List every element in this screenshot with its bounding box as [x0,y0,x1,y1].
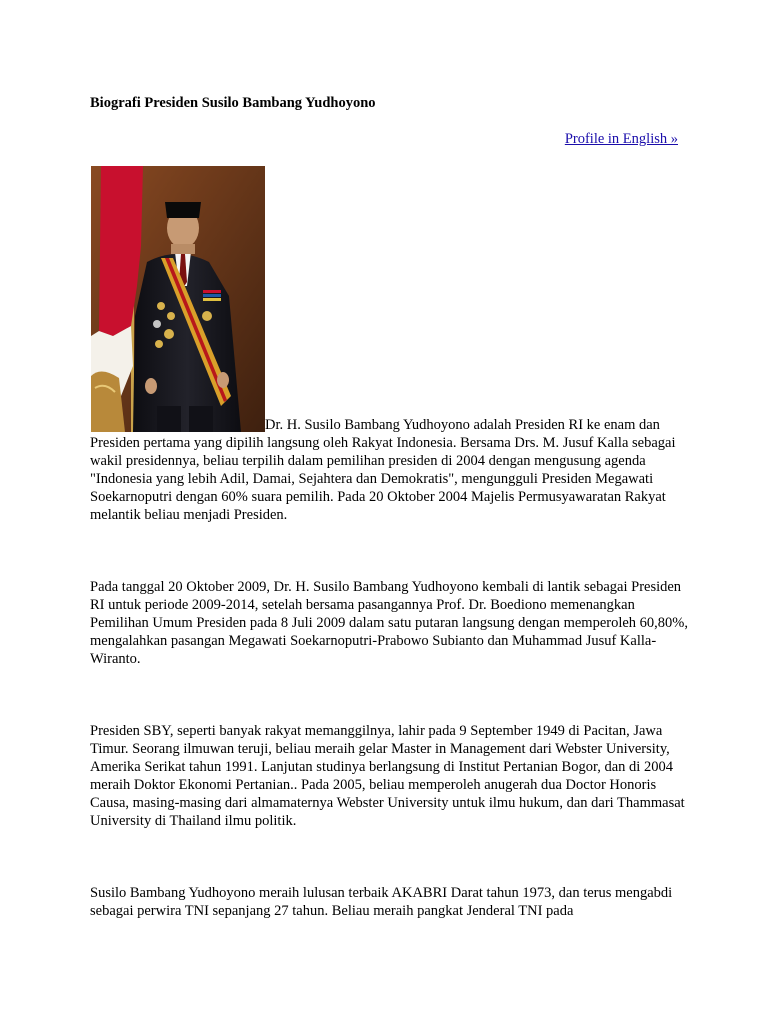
president-portrait [91,166,265,432]
paragraph-2: Pada tanggal 20 Oktober 2009, Dr. H. Susilo Bambang Yudhoyono kembali di lantik sebagai Presiden RI untuk periode 2009-2014, setelah bersama pasangannya Prof. Dr. Boediono memenangkan Pemilihan Umum Presiden pada 8 Juli 2009 dalam satu putaran langsung dengan memperoleh 60,80%, mengalahkan pasangan Megawati Soekarnoputri-Prabowo Subianto dan Muhammad Jusuf Kalla-Wiranto. [90,579,689,667]
page-title: Biografi Presiden Susilo Bambang Yudhoyono [90,95,376,111]
paragraph-3: Presiden SBY, seperti banyak rakyat memanggilnya, lahir pada 9 September 1949 di Pacitan, Jawa Timur. Seorang ilmuwan teruji, beliau meraih gelar Master in Management dari Webster University, Amerika Serikat tahun 1991. Lanjutan studinya berlangsung di Institut Pertanian Bogor, dan di 2004 meraih Doktor Ekonomi Pertanian.. Pada 2005, beliau memperoleh anugerah dua Doctor Honoris Causa, masing-masing dari almamaternya Webster University untuk ilmu hukum, dan dari Thammasat University di Thailand ilmu politik. [90,723,685,829]
paragraph-4: Susilo Bambang Yudhoyono meraih lulusan terbaik AKABRI Darat tahun 1973, dan terus mengabdi sebagai perwira TNI sepanjang 27 tahun. Beliau meraih pangkat Jenderal TNI pada [90,885,673,919]
paragraph-1-text: Dr. H. Susilo Bambang Yudhoyono adalah Presiden RI ke enam dan Presiden pertama yang dipilih langsung oleh Rakyat Indonesia. Bersama Drs. M. Jusuf Kalla sebagai wakil presidennya, beliau terpilih dalam pemilihan presiden di 2004 dengan mengusung agenda "Indonesia yang lebih Adil, Damai, Sejahtera dan Demokratis", mengungguli Presiden Megawati Soekarnoputri dengan 60% suara pemilih. Pada 20 Oktober 2004 Majelis Permusyawaratan Rakyat melantik beliau menjadi Presiden. [90,417,676,523]
paragraph-1 [90,416,690,524]
profile-in-english-link[interactable]: Profile in English » [564,131,678,147]
